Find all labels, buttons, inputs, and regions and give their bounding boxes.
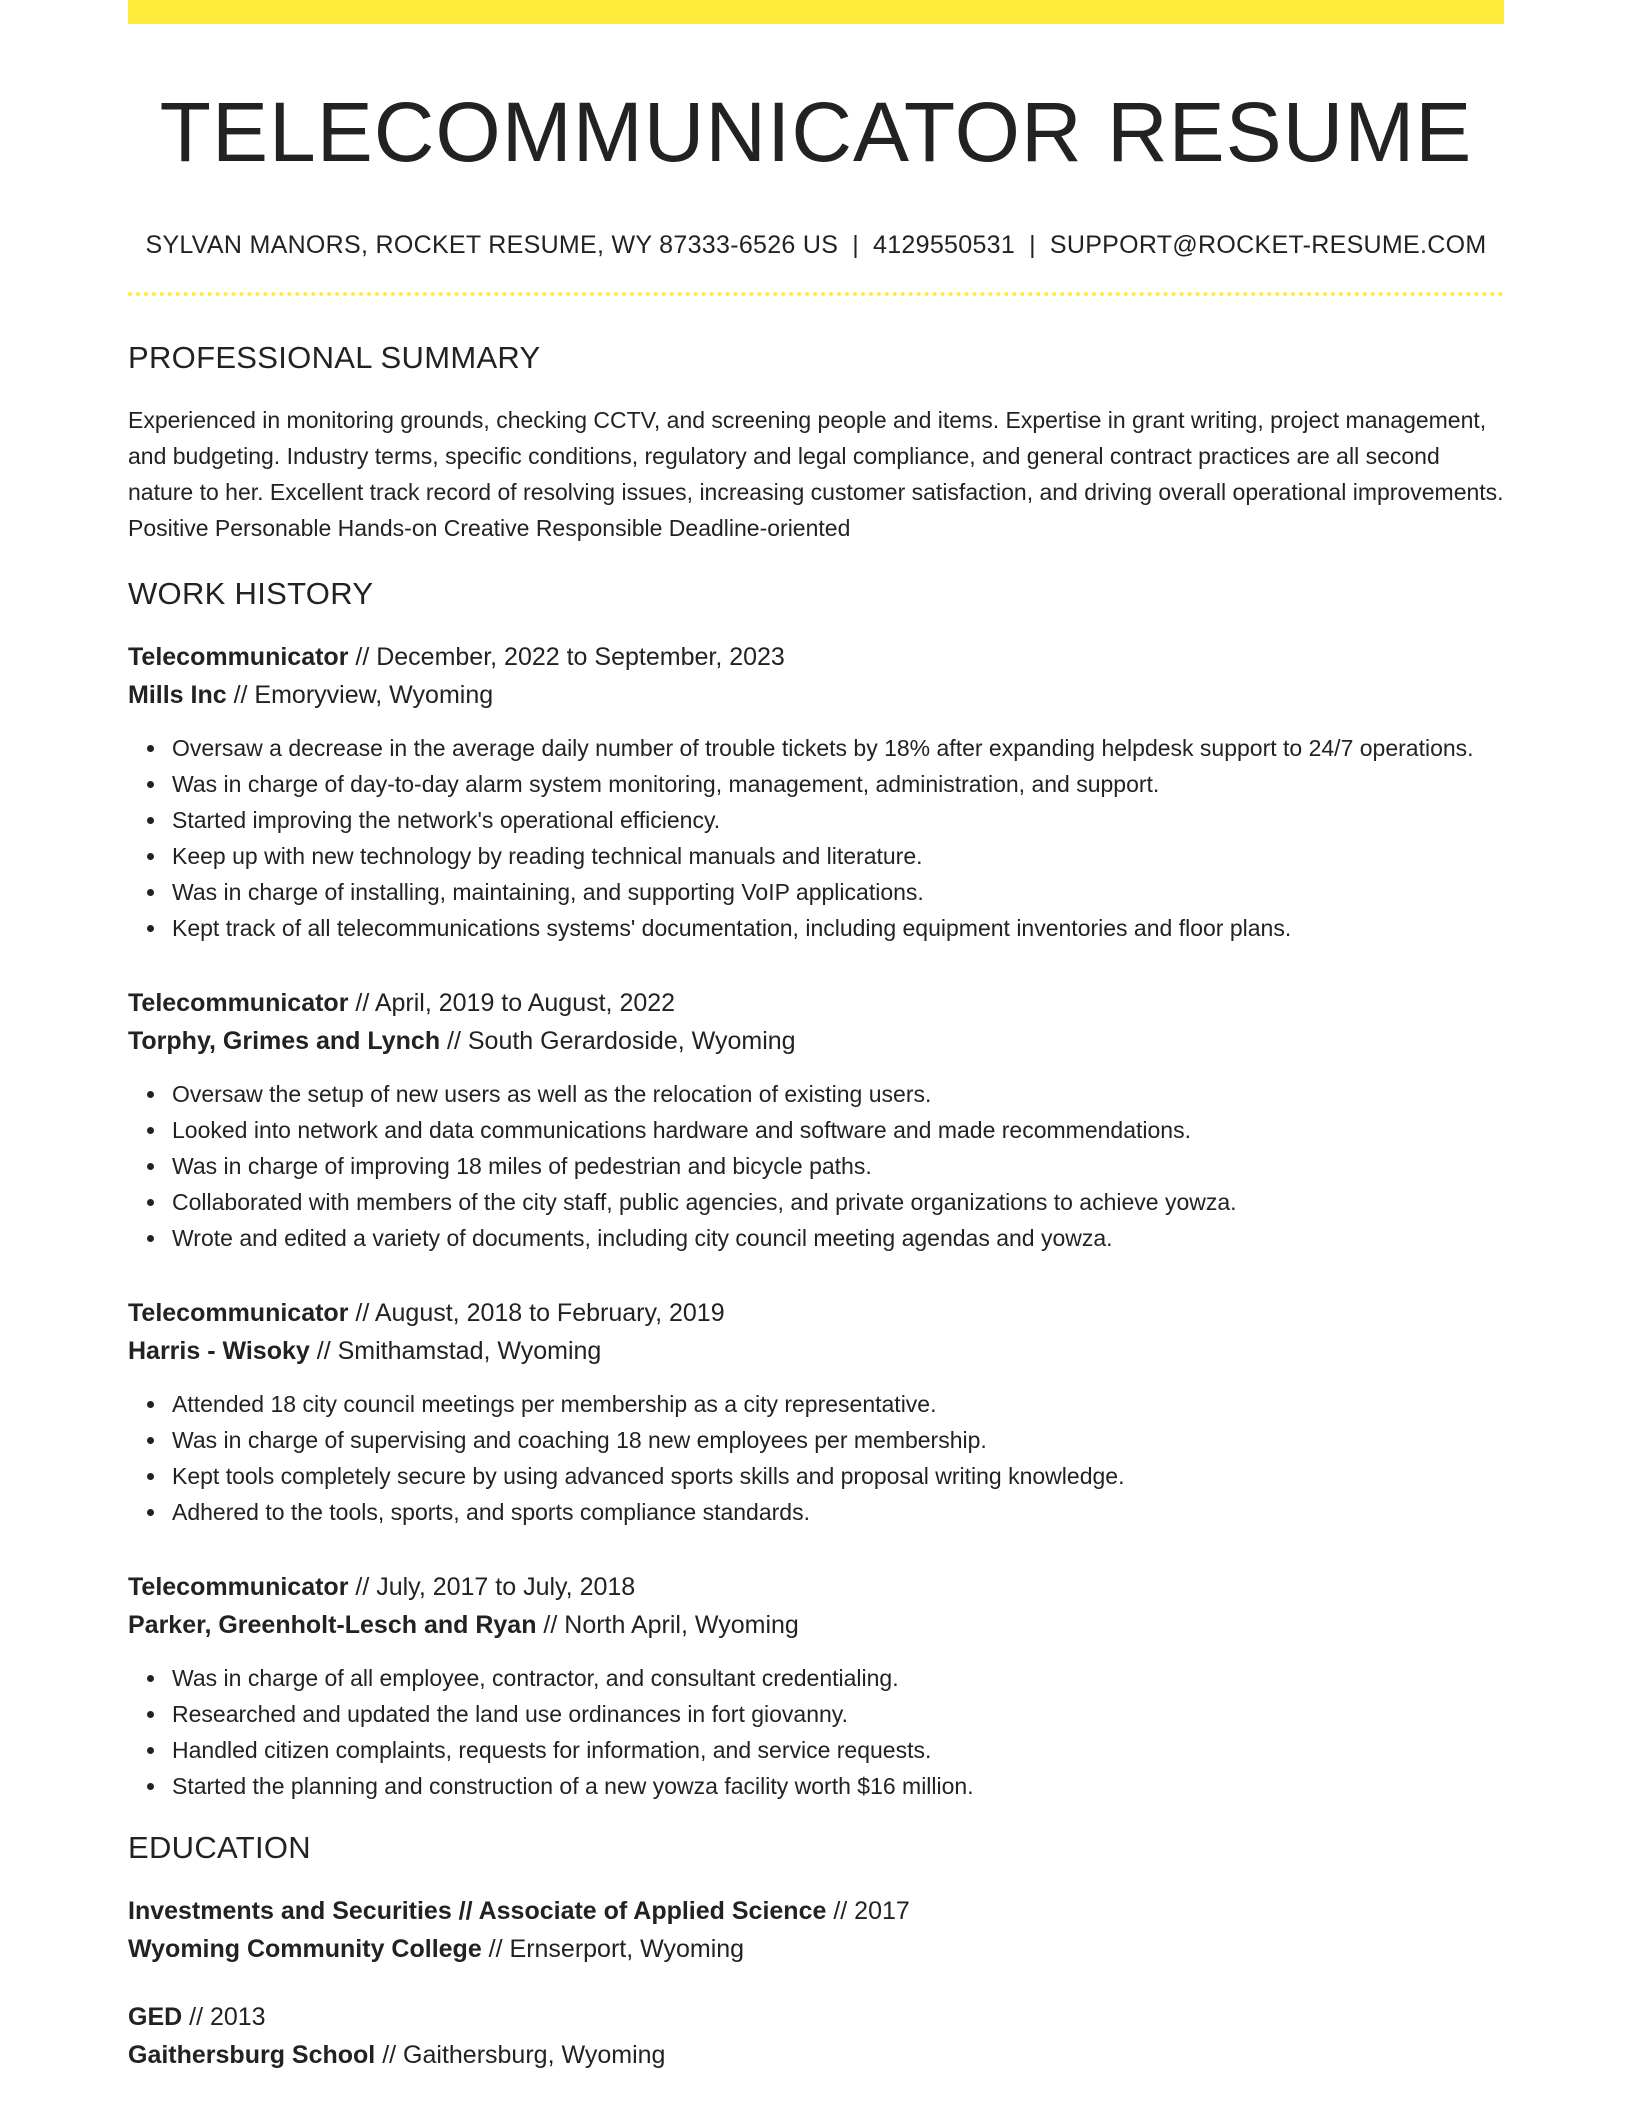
education-school-line (128, 2036, 1504, 2074)
job-bullet: Started improving the network's operational efficiency. (172, 802, 1504, 838)
job-company-line (128, 676, 1504, 714)
contact-phone: 4129550531 (873, 230, 1016, 259)
education-heading: EDUCATION (128, 1829, 311, 1865)
job-bullet: Attended 18 city council meetings per membership as a city representative. (172, 1386, 1504, 1422)
education-school: Gaithersburg School (128, 2040, 376, 2069)
job-company-line (128, 1022, 1504, 1060)
job-bullet: Started the planning and construction of a new yowza facility worth $16 million. (172, 1768, 1504, 1804)
education-entry (128, 1998, 1504, 2074)
job-title-line (128, 1568, 1504, 1606)
job-company: Torphy, Grimes and Lynch (128, 1026, 441, 1055)
job-bullet: Oversaw the setup of new users as well as the relocation of existing users. (172, 1076, 1504, 1112)
summary-text: Experienced in monitoring grounds, checking CCTV, and screening people and items. Expertise in grant writing, project management, and budgeting. Industry terms, specific conditions, regulatory and legal compliance, and general contract practices are all second nature to her. Excellent track record of resolving issues, increasing customer satisfaction, and driving overall operational improvements. Positive Personable Hands-on Creative Responsible Deadline-oriented (128, 406, 1504, 541)
job-company: Parker, Greenholt-Lesch and Ryan (128, 1610, 537, 1639)
education-degree-line (128, 1998, 1504, 2036)
contact-separator: | (852, 230, 860, 259)
contact-line (128, 231, 1504, 260)
job-bullet: Was in charge of all employee, contractor, and consultant credentialing. (172, 1660, 1504, 1696)
accent-top-bar (128, 0, 1504, 24)
education-degree: GED (128, 2002, 183, 2031)
job-location: // Emoryview, Wyoming (226, 680, 494, 709)
job-bullet: Handled citizen complaints, requests for information, and service requests. (172, 1732, 1504, 1768)
education-degree-line (128, 1892, 1504, 1930)
job-bullet: Was in charge of improving 18 miles of pedestrian and bicycle paths. (172, 1148, 1504, 1184)
contact-address: SYLVAN MANORS, ROCKET RESUME, WY 87333-6526 US (145, 230, 839, 259)
job-title: Telecommunicator (128, 1572, 349, 1601)
job-bullet: Was in charge of installing, maintaining, and supporting VoIP applications. (172, 874, 1504, 910)
job-bullet-list (128, 1076, 1504, 1256)
job-dates: // August, 2018 to February, 2019 (348, 1298, 725, 1327)
education-year: // 2013 (182, 2002, 266, 2031)
summary-heading: PROFESSIONAL SUMMARY (128, 339, 541, 375)
job-bullet: Looked into network and data communications hardware and software and made recommendations. (172, 1112, 1504, 1148)
job-entry (128, 984, 1504, 1256)
contact-email: SUPPORT@ROCKET-RESUME.COM (1049, 230, 1487, 259)
education-degree: Investments and Securities // Associate of Applied Science (128, 1896, 827, 1925)
education-year: // 2017 (826, 1896, 910, 1925)
job-title: Telecommunicator (128, 988, 349, 1017)
job-bullet: Collaborated with members of the city staff, public agencies, and private organizations to achieve yowza. (172, 1184, 1504, 1220)
education-location: // Ernserport, Wyoming (481, 1934, 745, 1963)
education-school: Wyoming Community College (128, 1934, 482, 1963)
education-entry (128, 1892, 1504, 1968)
job-entry (128, 1294, 1504, 1530)
job-title: Telecommunicator (128, 642, 349, 671)
job-bullet: Researched and updated the land use ordinances in fort giovanny. (172, 1696, 1504, 1732)
education-list (128, 1892, 1504, 2074)
work-history-list (128, 638, 1504, 1804)
job-bullet: Keep up with new technology by reading technical manuals and literature. (172, 838, 1504, 874)
job-entry (128, 1568, 1504, 1804)
job-title: Telecommunicator (128, 1298, 349, 1327)
job-bullet: Oversaw a decrease in the average daily number of trouble tickets by 18% after expanding helpdesk support to 24/7 operations. (172, 730, 1504, 766)
job-bullet-list (128, 1386, 1504, 1530)
job-title-line (128, 1294, 1504, 1332)
resume-page (128, 0, 1504, 2074)
job-bullet: Was in charge of supervising and coaching 18 new employees per membership. (172, 1422, 1504, 1458)
job-company: Harris - Wisoky (128, 1336, 310, 1365)
job-company: Mills Inc (128, 680, 227, 709)
job-bullet: Kept tools completely secure by using advanced sports skills and proposal writing knowledge. (172, 1458, 1504, 1494)
job-bullet-list (128, 730, 1504, 946)
job-bullet: Was in charge of day-to-day alarm system monitoring, management, administration, and support. (172, 766, 1504, 802)
job-company-line (128, 1332, 1504, 1370)
job-title-line (128, 984, 1504, 1022)
job-dates: // December, 2022 to September, 2023 (348, 642, 785, 671)
dotted-divider (128, 292, 1504, 296)
job-title-line (128, 638, 1504, 676)
education-school-line (128, 1930, 1504, 1968)
job-bullet: Wrote and edited a variety of documents, including city council meeting agendas and yowza. (172, 1220, 1504, 1256)
contact-separator: | (1029, 230, 1036, 259)
job-company-line (128, 1606, 1504, 1644)
job-location: // South Gerardoside, Wyoming (440, 1026, 796, 1055)
job-dates: // April, 2019 to August, 2022 (348, 988, 676, 1017)
resume-title: TELECOMMUNICATOR RESUME (159, 85, 1473, 179)
job-bullet: Kept track of all telecommunications systems' documentation, including equipment inventories and floor plans. (172, 910, 1504, 946)
job-dates: // July, 2017 to July, 2018 (348, 1572, 636, 1601)
job-entry (128, 638, 1504, 946)
education-location: // Gaithersburg, Wyoming (375, 2040, 666, 2069)
work-history-heading: WORK HISTORY (128, 575, 374, 611)
job-location: // North April, Wyoming (536, 1610, 799, 1639)
job-bullet: Adhered to the tools, sports, and sports compliance standards. (172, 1494, 1504, 1530)
job-bullet-list (128, 1660, 1504, 1804)
job-location: // Smithamstad, Wyoming (309, 1336, 602, 1365)
